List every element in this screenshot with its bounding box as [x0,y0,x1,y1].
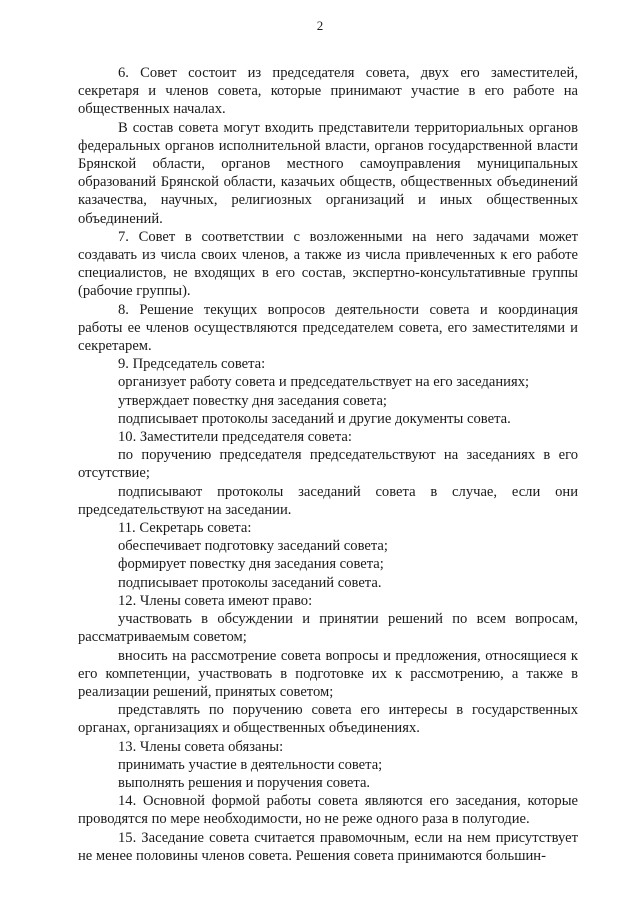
paragraph-6-composition: В состав совета могут входить представители территориальных органов федеральных органов исполнительной власти, органов государственной власти Брянской области, органов местного самоуправления муниципальных образований Брянской области, казачьих обществ, общественных объединений казачества, научных, религиозных организаций и иных общественных объединений. [78,119,578,227]
list-item: утверждает повестку дня заседания совета; [118,392,387,409]
list-item: подписывают протоколы заседаний совета в случае, если они председательствуют на заседании. [78,483,578,518]
list-item: по поручению председателя председательствуют на заседаниях в его отсутствие; [78,447,578,482]
document-body [78,64,578,865]
paragraph-13-heading: 13. Члены совета обязаны: [118,738,284,755]
paragraph-15: 15. Заседание совета считается правомочным, если на нем присутствует не менее половины членов совета. Решения совета принимаются большин- [78,829,578,864]
list-item: организует работу совета и председательствует на его заседаниях; [118,374,530,391]
list-item: подписывает протоколы заседаний и другие документы совета. [118,410,511,427]
list-item: формирует повестку дня заседания совета; [118,556,384,573]
paragraph-11-heading: 11. Секретарь совета: [118,520,252,537]
list-item: выполнять решения и поручения совета. [118,774,371,791]
list-item: принимать участие в деятельности совета; [118,756,383,773]
paragraph-7: 7. Совет в соответствии с возложенными на него задачами может создавать из числа своих членов, а также из числа привлеченных к его работе специалистов, не входящих в его состав, экспертно-консультативные группы (рабочие группы). [78,228,578,300]
paragraph-12-heading: 12. Члены совета имеют право: [118,592,313,609]
list-item: представлять по поручению совета его интересы в государственных органах, организациях и общественных объединениях. [78,702,578,737]
list-item: обеспечивает подготовку заседаний совета; [118,538,388,555]
page-number: 2 [316,18,324,33]
list-item: вносить на рассмотрение совета вопросы и предложения, относящиеся к его компетенции, участвовать в подготовке их к рассмотрению, а также в реализации решений, принятых советом; [78,647,578,700]
paragraph-8: 8. Решение текущих вопросов деятельности совета и координация работы ее членов осуществляются председателем совета, его заместителями и секретарем. [78,301,578,355]
paragraph-6: 6. Совет состоит из председателя совета, двух его заместителей, секретаря и членов совета, которые принимают участие в его работе на общественных началах. [78,65,578,118]
list-item: подписывает протоколы заседаний совета. [118,574,382,591]
list-item: участвовать в обсуждении и принятии решений по всем вопросам, рассматриваемым советом; [78,611,578,646]
paragraph-10-heading: 10. Заместители председателя совета: [118,429,352,446]
paragraph-14: 14. Основной формой работы совета являются его заседания, которые проводятся по мере необходимости, но не реже одного раза в полугодие. [78,793,578,828]
paragraph-9-heading: 9. Председатель совета: [118,356,266,373]
